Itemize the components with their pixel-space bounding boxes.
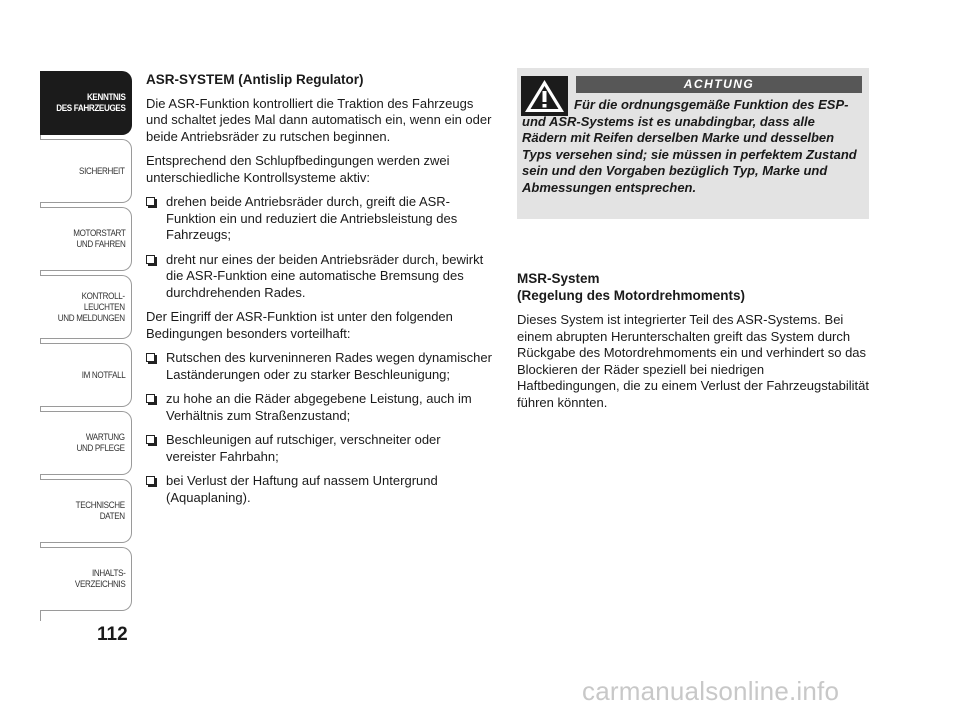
asr-intro: Die ASR-Funktion kontrolliert die Traktion des Fahrzeugs und schaltet jedes Mal dann automatisch ein, wenn ein oder beide Antriebsräder zu rutschen beginnen. <box>146 95 492 144</box>
tab-sicherheit[interactable] <box>40 139 132 203</box>
tab-label: MOTORSTART UND FAHREN <box>72 228 125 250</box>
checkbox-bullet-icon <box>146 255 155 264</box>
checkbox-bullet-icon <box>146 476 155 485</box>
tab-label: KONTROLL- LEUCHTEN UND MELDUNGEN <box>58 290 125 324</box>
asr-title: ASR-SYSTEM (Antislip Regulator) <box>146 72 364 87</box>
tab-technische-daten[interactable] <box>40 479 132 543</box>
page-number: 112 <box>97 624 128 645</box>
msr-title: MSR-System (Regelung des Motordrehmoments) <box>517 271 746 303</box>
list-item: bei Verlust der Haftung auf nassem Untergrund (Aquaplaning). <box>146 473 492 506</box>
warning-badge: ACHTUNG <box>576 76 862 93</box>
conditions-list <box>146 350 492 506</box>
checkbox-bullet-icon <box>146 394 155 403</box>
tab-label: IM NOTFALL <box>81 369 125 381</box>
tab-motorstart[interactable] <box>40 207 132 271</box>
msr-text: Dieses System ist integrierter Teil des ASR-Systems. Bei einem abrupten Herunterschalten greift das System durch Rückgabe des Motordrehmoments ein und verhindert so das Blockieren der Räder speziell bei niedrigen Haftbedingungen, die zu einem Verlust der Fahrzeugstabilität führen könnten. <box>517 312 869 410</box>
list-item: zu hohe an die Räder abgegebene Leistung, auch im Verhältnis zum Straßenzustand; <box>146 391 492 424</box>
checkbox-bullet-icon <box>146 197 155 206</box>
checkbox-bullet-icon <box>146 435 155 444</box>
tab-label: KENNTNIS DES FAHRZEUGES <box>55 92 125 114</box>
checkbox-bullet-icon <box>146 353 155 362</box>
tab-wartung[interactable] <box>40 411 132 475</box>
tab-label: WARTUNG UND PFLEGE <box>76 432 125 454</box>
list-item: Beschleunigen auf rutschiger, verschneiter oder vereister Fahrbahn; <box>146 432 492 465</box>
tab-kontrollleuchten[interactable] <box>40 275 132 339</box>
systems-list <box>146 194 492 301</box>
list-item: drehen beide Antriebsräder durch, greift die ASR-Funktion ein und reduziert die Antriebsleistung des Fahrzeugs; <box>146 194 492 244</box>
watermark: carmanualsonline.info <box>582 676 840 706</box>
asr-section <box>146 72 492 514</box>
tab-inhaltsverzeichnis[interactable] <box>40 547 132 611</box>
warning-text: Für die ordnungsgemäße Funktion des ESP- und ASR-Systems ist es unabdingbar, dass alle Rädern mit Reifen derselben Marke und desselben Typs versehen sind; sie müssen in perfektem Zustand sein und den Vorgaben bezüglich Typ, Marke und Abmessungen entsprechen. <box>522 97 857 195</box>
tab-kenntnis[interactable] <box>40 71 132 135</box>
list-item: Rutschen des kurveninneren Rades wegen dynamischer Laständerungen oder zu starker Beschleunigung; <box>146 350 492 383</box>
tab-im-notfall[interactable] <box>40 343 132 407</box>
list-item: dreht nur eines der beiden Antriebsräder durch, bewirkt die ASR-Funktion eine automatische Bremsung des durchdrehenden Rades. <box>146 252 492 302</box>
msr-section <box>517 271 869 411</box>
tab-label: TECHNISCHE DATEN <box>75 500 125 522</box>
asr-systems-intro: Entsprechend den Schlupfbedingungen werden zwei unterschiedliche Kontrollsysteme aktiv: <box>146 153 450 185</box>
asr-conditions-intro: Der Eingriff der ASR-Funktion ist unter den folgenden Bedingungen besonders vorteilhaft: <box>146 309 453 341</box>
tab-label: SICHERHEIT <box>79 165 125 177</box>
tab-label: INHALTS- VERZEICHNIS <box>74 568 125 590</box>
